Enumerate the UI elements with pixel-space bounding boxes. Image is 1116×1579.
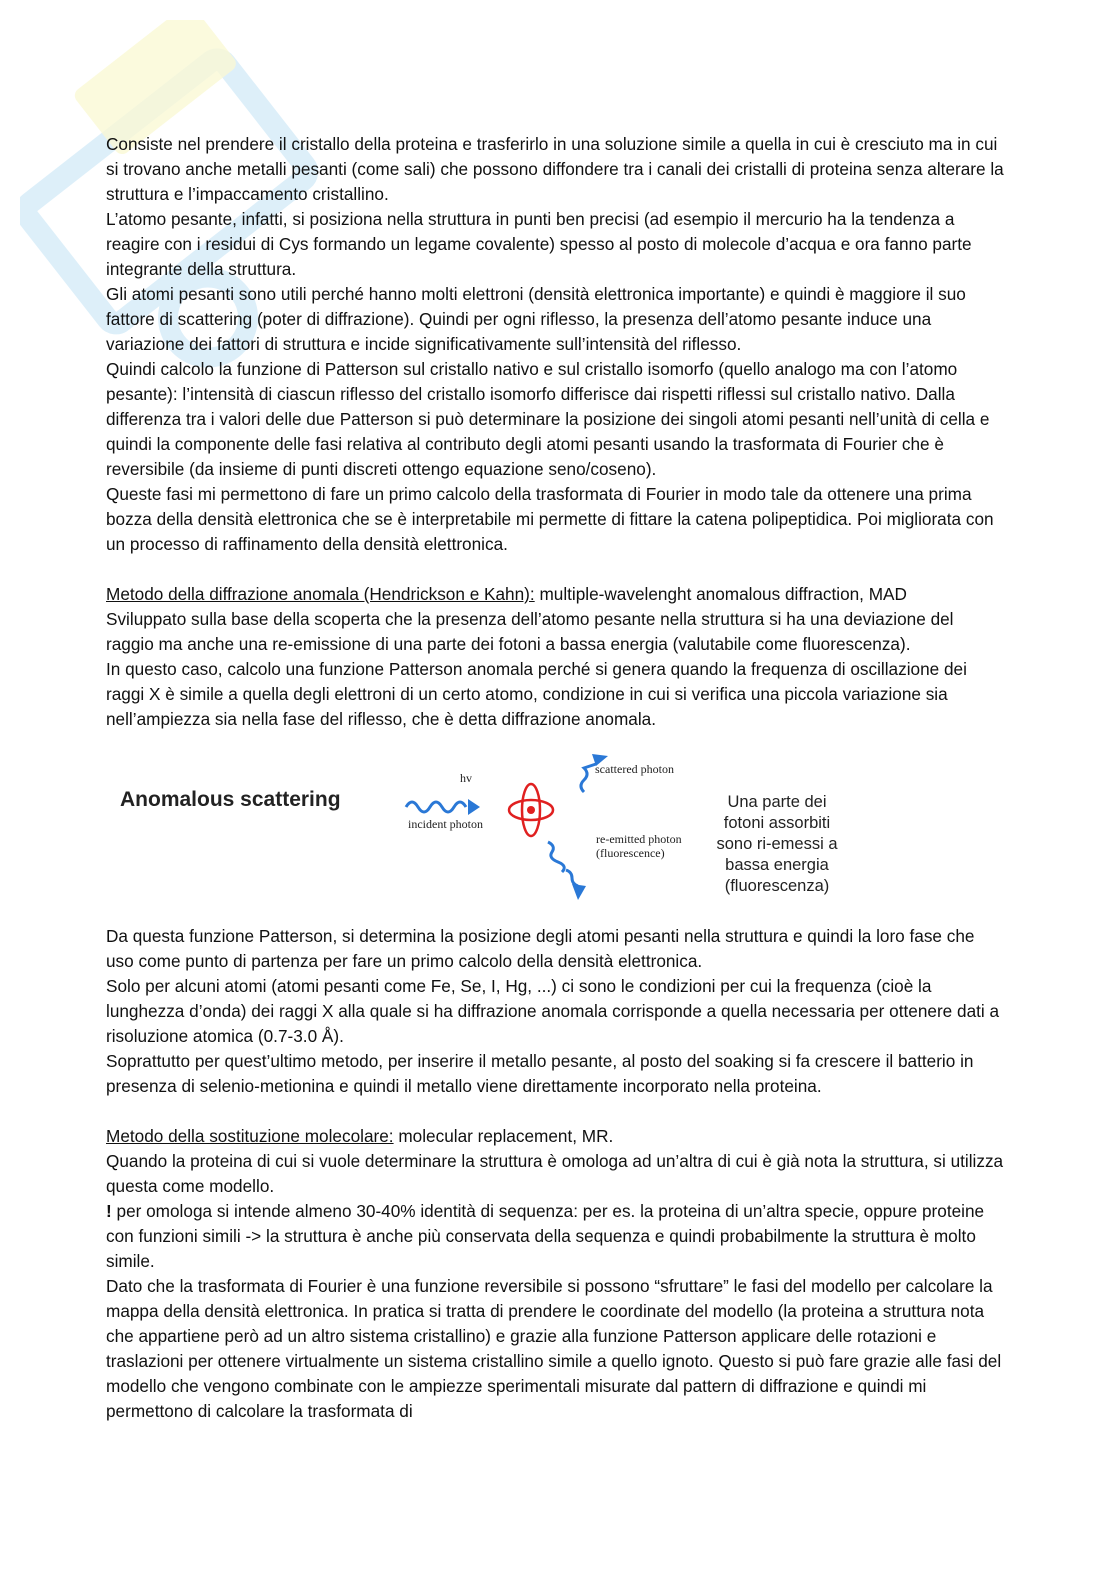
section-heading-mad bbox=[106, 582, 1006, 607]
scattered-photon-label: scattered photon bbox=[595, 762, 674, 776]
exclamation-mark: ! bbox=[106, 1201, 112, 1221]
mr-heading-rest: molecular replacement, MR. bbox=[393, 1126, 614, 1146]
paragraph: Quando la proteina di cui si vuole determinare la struttura è omologa ad un’altra di cui è già nota la struttura, si utilizza questa come modello. bbox=[106, 1151, 1004, 1196]
incident-photon-label: incident photon bbox=[408, 817, 483, 831]
atom-icon bbox=[509, 784, 553, 836]
reemitted-photon-wave bbox=[566, 870, 578, 886]
anomalous-scattering-figure bbox=[106, 752, 1006, 924]
paragraph: Consiste nel prendere il cristallo della proteina e trasferirlo in una soluzione simile a quella in cui è cresciuto ma in cui si trovano anche metalli pesanti (come sali) che possono diffondere tra i canali dei cristalli di proteina senza alterare la struttura e l’impaccamento cristallino. bbox=[106, 134, 1004, 204]
paragraph: In questo caso, calcolo una funzione Patterson anomala perché si genera quando la frequenza di oscillazione dei raggi X è simile a quella degli elettroni di un certo atomo, condizione in cui si verifica una piccola variazione sia nell’ampiezza sia nella fase del riflesso, che è detta diffrazione anomala. bbox=[106, 659, 967, 729]
section-heading-mr bbox=[106, 1124, 1006, 1149]
scattered-photon-wave bbox=[581, 764, 596, 792]
reemitted-photon-label-line2: (fluorescence) bbox=[596, 846, 665, 860]
paragraph: Soprattutto per quest’ultimo metodo, per inserire il metallo pesante, al posto del soaking si fa crescere il batterio in presenza di selenio-metionina e quindi il metallo viene direttamente incorporato nella proteina. bbox=[106, 1051, 974, 1096]
paragraph: Dato che la trasformata di Fourier è una funzione reversibile si possono “sfruttare” le fasi del modello per calcolare la mappa della densità elettronica. In pratica si tratta di prendere le coordinate del modello (la proteina a struttura nota che appartiene però ad un altro sistema cristallino) e grazie alla funzione Patterson applicare delle rotazioni e traslazioni per ottenere virtualmente un sistema cristallino simile a quello ignoto. Questo si può fare grazie alle fasi del modello che vengono combinate con le ampiezze sperimentali misurate dal pattern di diffrazione e quindi mi permettono di calcolare la trasformata di bbox=[106, 1276, 1002, 1421]
paragraph: Da questa funzione Patterson, si determina la posizione degli atomi pesanti nella struttura e quindi la loro fase che uso come punto di partenza per fare un primo calcolo della densità elettronica. bbox=[106, 926, 975, 971]
reemitted-photon-arrowhead bbox=[572, 884, 586, 900]
mr-heading: Metodo della sostituzione molecolare: bbox=[106, 1126, 394, 1146]
note-text: per omologa si intende almeno 30-40% identità di sequenza: per es. la proteina di un’altra specie, oppure proteine con funzioni simili -> la struttura è anche più conservata della sequenza e quindi probabilmente la struttura è molto simile. bbox=[106, 1201, 985, 1271]
paragraph: L’atomo pesante, infatti, si posiziona nella struttura in punti ben precisi (ad esempio il mercurio ha la tendenza a reagire con i residui di Cys formando un legame covalente) spesso al posto di molecole d’acqua e ora fanno parte integrante della struttura. bbox=[106, 209, 972, 279]
paragraph: Sviluppato sulla base della scoperta che la presenza dell’atomo pesante nella struttura si ha una deviazione del raggio ma anche una re-emissione di una parte dei fotoni a bassa energia (valutabile come fluorescenza). bbox=[106, 609, 954, 654]
figure-title: Anomalous scattering bbox=[120, 788, 341, 811]
figure-note: Una parte dei fotoni assorbiti sono ri-emessi a bassa energia (fluorescenza) bbox=[716, 793, 838, 895]
incident-photon-wave bbox=[406, 802, 466, 812]
mad-heading-rest: multiple-wavelenght anomalous diffraction, MAD bbox=[534, 584, 907, 604]
document-body bbox=[106, 132, 1006, 1424]
mad-heading: Metodo della diffrazione anomala (Hendrickson e Kahn): bbox=[106, 584, 535, 604]
paragraph: Queste fasi mi permettono di fare un primo calcolo della trasformata di Fourier in modo tale da ottenere una prima bozza della densità elettronica che se è interpretabile mi permette di fittare la catena polipeptidica. Poi migliorata con un processo di raffinamento della densità elettronica. bbox=[106, 484, 994, 554]
paragraph-note bbox=[106, 1199, 1006, 1274]
reemitted-photon-label-line1: re-emitted photon bbox=[596, 832, 682, 846]
hv-label: hv bbox=[460, 771, 472, 785]
paragraph: Gli atomi pesanti sono utili perché hanno molti elettroni (densità elettronica importante) e quindi è maggiore il suo fattore di scattering (poter di diffrazione). Quindi per ogni riflesso, la presenza dell’atomo pesante induce una variazione dei fattori di struttura e incide significativamente sull’intensità del riflesso. bbox=[106, 284, 966, 354]
reemitted-photon-wave bbox=[548, 842, 564, 872]
paragraph: Quindi calcolo la funzione di Patterson sul cristallo nativo e sul cristallo isomorfo (quello analogo ma con l’atomo pesante): l’intensità di ciascun riflesso del cristallo isomorfo differisce dai rispetti riflessi sul cristallo nativo. Dalla differenza tra i valori delle due Patterson si può determinare la posizione dei singoli atomi pesanti nell’unità di cella e quindi la componente delle fasi relativa al contributo degli atomi pesanti usando la trasformata di Fourier che è reversibile (da insieme di punti discreti ottengo equazione seno/coseno). bbox=[106, 359, 990, 479]
reemitted-photon-label bbox=[596, 832, 682, 860]
paragraph: Solo per alcuni atomi (atomi pesanti come Fe, Se, I, Hg, ...) ci sono le condizioni per cui la frequenza (cioè la lunghezza d’onda) dei raggi X alla quale si ha diffrazione anomala corrisponde a quella necessaria per ottenere dati a risoluzione atomica (0.7-3.0 Å). bbox=[106, 976, 1000, 1046]
